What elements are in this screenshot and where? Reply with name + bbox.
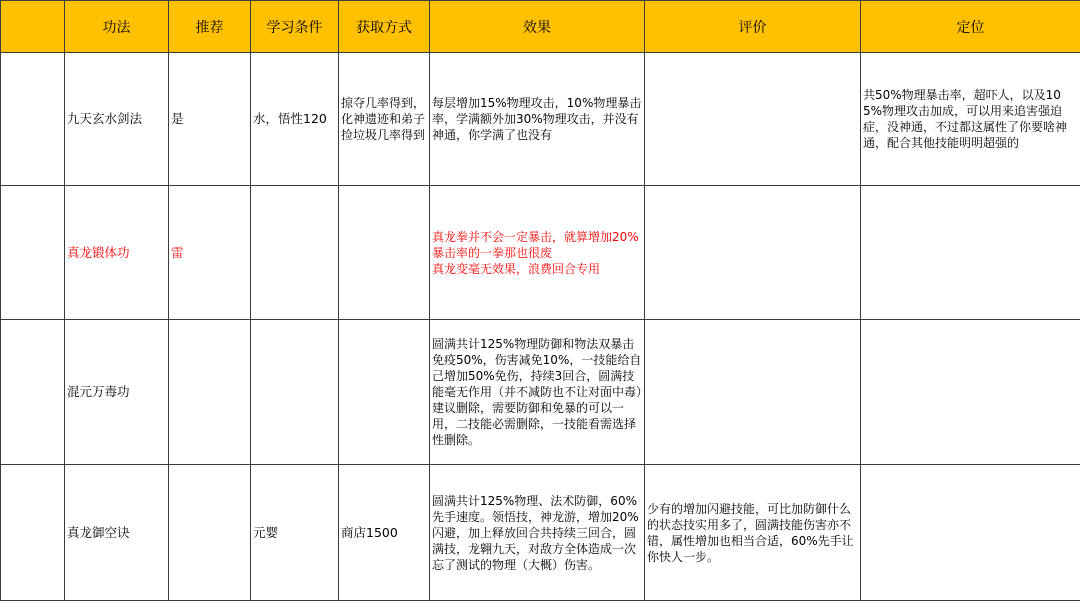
position-cell <box>861 465 1080 601</box>
header-skill: 功法 <box>65 1 169 53</box>
condition-cell <box>251 320 339 465</box>
header-position: 定位 <box>861 1 1080 53</box>
acquire-cell <box>339 186 430 320</box>
table-row <box>1 53 1080 186</box>
effect-cell: 真龙拳并不会一定暴击，就算增加20%暴击率的一拳那也很废 真龙变毫无效果，浪费回合专用 <box>430 186 645 320</box>
recommend-cell: 雷 <box>169 186 251 320</box>
acquire-cell <box>339 320 430 465</box>
recommend-cell <box>169 465 251 601</box>
header-acquire: 获取方式 <box>339 1 430 53</box>
position-cell: 共50%物理暴击率，超吓人，以及105%物理攻击加成，可以用来追害强迫症，没神通，不过都这属性了你要啥神通，配合其他技能明明超强的 <box>861 53 1080 186</box>
header-condition: 学习条件 <box>251 1 339 53</box>
review-cell: 少有的增加闪避技能，可比加防御什么的状态技实用多了，圆满技能伤害亦不错，属性增加也相当合适，60%先手让你快人一步。 <box>645 465 861 601</box>
header-review: 评价 <box>645 1 861 53</box>
table-row <box>1 186 1080 320</box>
review-cell <box>645 53 861 186</box>
table-row <box>1 465 1080 601</box>
position-cell <box>861 320 1080 465</box>
skill-name: 九天玄水剑法 <box>65 53 169 186</box>
condition-cell <box>251 186 339 320</box>
header-blank <box>1 1 65 53</box>
review-cell <box>645 186 861 320</box>
header-recommend: 推荐 <box>169 1 251 53</box>
skill-name: 真龙锻体功 <box>65 186 169 320</box>
row-blank <box>1 320 65 465</box>
position-cell <box>861 186 1080 320</box>
condition-cell: 水，悟性120 <box>251 53 339 186</box>
effect-cell: 圆满共计125%物理、法术防御，60%先手速度。领悟技，神龙游，增加20%闪避，加上释放回合共持续三回合，圆满技，龙翱九天，对敌方全体造成一次忘了测试的物理（大概）伤害。 <box>430 465 645 601</box>
acquire-cell: 商店1500 <box>339 465 430 601</box>
skill-name: 真龙御空诀 <box>65 465 169 601</box>
table-row <box>1 320 1080 465</box>
row-blank <box>1 465 65 601</box>
effect-cell: 每层增加15%物理攻击，10%物理暴击率，学满额外加30%物理攻击，并没有神通，你学满了也没有 <box>430 53 645 186</box>
header-effect: 效果 <box>430 1 645 53</box>
condition-cell: 元婴 <box>251 465 339 601</box>
skill-name: 混元万毒功 <box>65 320 169 465</box>
row-blank <box>1 186 65 320</box>
row-blank <box>1 53 65 186</box>
header-row <box>1 1 1080 53</box>
review-cell <box>645 320 861 465</box>
recommend-cell: 是 <box>169 53 251 186</box>
effect-cell: 圆满共计125%物理防御和物法双暴击免疫50%，伤害减免10%，一技能给自己增加50%免伤，持续3回合，圆满技能毫无作用（并不减防也不让对面中毒）建议删除，需要防御和免暴的可以一用，二技能必需删除，一技能看需选择性删除。 <box>430 320 645 465</box>
recommend-cell <box>169 320 251 465</box>
acquire-cell: 掠夺几率得到，化神遗迹和弟子捡垃圾几率得到 <box>339 53 430 186</box>
